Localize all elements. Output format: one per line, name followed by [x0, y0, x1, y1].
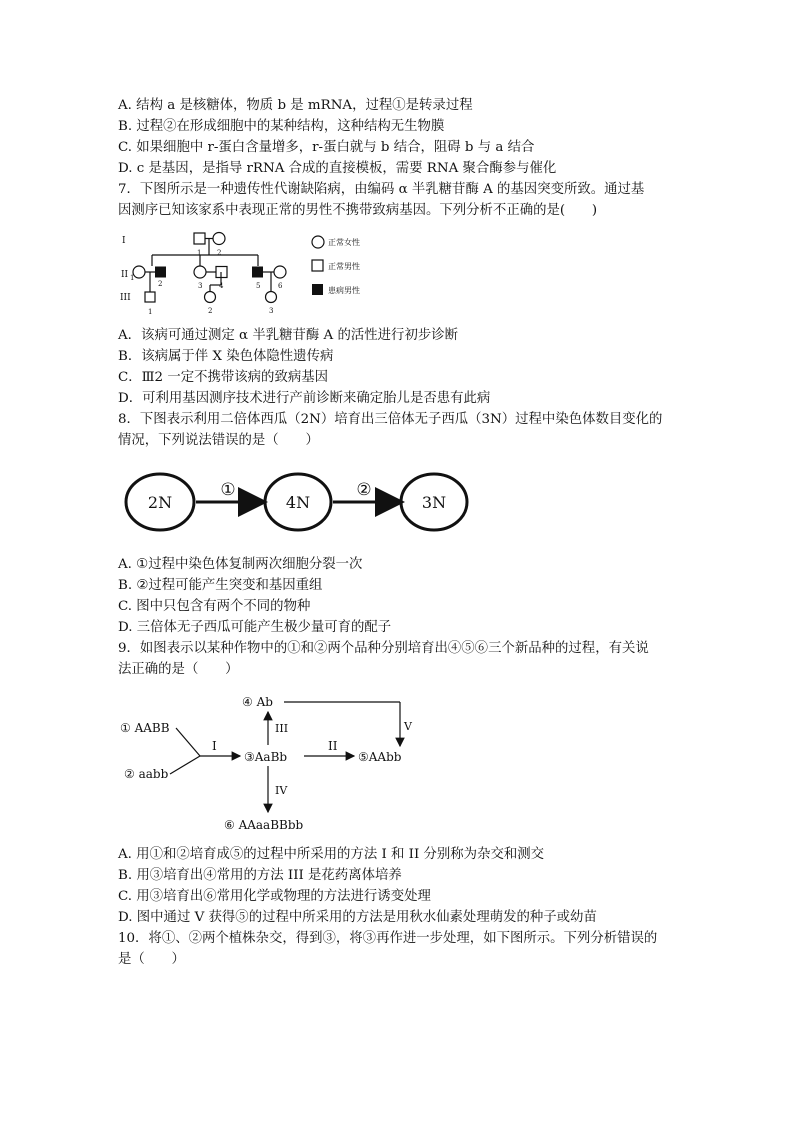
q7-option-b: B．该病属于伴 X 染色体隐性遗传病	[118, 349, 334, 364]
node-2-aabb: ② aabb	[124, 767, 169, 781]
step-2-label: ②	[356, 480, 372, 500]
pedigree-chart	[118, 228, 378, 320]
node-4-ab: ④ Ab	[242, 695, 273, 709]
gen1-female-2-circle	[213, 233, 225, 245]
gen3-male-1-square	[145, 292, 155, 302]
gen2-number-4: 4	[219, 282, 224, 290]
step-ii-label: II	[328, 739, 338, 753]
q9-stem-line-2: 法正确的是（ ）	[118, 662, 239, 677]
node-4n-label: 4N	[285, 493, 311, 512]
q8-option-a: A. ①过程中染色体复制两次细胞分裂一次	[118, 557, 363, 572]
gen3-female-2-circle	[205, 292, 216, 303]
node-5-aabb: ⑤AAbb	[358, 750, 402, 764]
node-6-aaaabbbb: ⑥ AAaaBBbb	[224, 818, 304, 832]
q6-option-b: B. 过程②在形成细胞中的某种结构，这种结构无生物膜	[118, 119, 445, 134]
gen2-female-6-circle	[274, 266, 286, 278]
gen2-affected-male-5-square	[252, 267, 263, 278]
q8-stem-line-1: 8．下图表示利用二倍体西瓜（2N）培育出三倍体无子西瓜（3N）过程中染色体数目变化的	[118, 412, 663, 427]
gen2-female-1-circle	[133, 266, 145, 278]
breeding-diagram	[118, 690, 428, 834]
step-1-label: ①	[220, 480, 236, 500]
chromosome-flow-diagram	[118, 466, 478, 538]
q10-stem-line-1: 10．将①、②两个植株杂交，得到③，将③再作进一步处理，如下图所示。下列分析错误的	[118, 931, 658, 946]
gen3-female-3-circle	[266, 292, 277, 303]
q7-stem-line-2: 因测序已知该家系中表现正常的男性不携带致病基因。下列分析不正确的是( )	[118, 203, 598, 218]
q9-stem-line-1: 9．如图表示以某种作物中的①和②两个品种分别培育出④⑤⑥三个新品种的过程，有关说	[118, 641, 649, 656]
legend-affected-male-square	[312, 284, 323, 295]
legend-normal-female: 正常女性	[328, 238, 360, 247]
gen3-number-1: 1	[148, 308, 153, 316]
gen1-number-2: 2	[217, 249, 222, 257]
q8-option-c: C. 图中只包含有两个不同的物种	[118, 599, 311, 614]
gen2-affected-male-2-square	[155, 267, 166, 278]
q9-option-d: D. 图中通过 V 获得⑤的过程中所采用的方法是用秋水仙素处理萌发的种子或幼苗	[118, 910, 597, 925]
q7-option-d: D．可利用基因测序技术进行产前诊断来确定胎儿是否患有此病	[118, 391, 491, 406]
generation-label-1: I	[122, 236, 126, 246]
generation-label-3: III	[120, 293, 131, 303]
q6-option-d: D. c 是基因，是指导 rRNA 合成的直接模板，需要 RNA 聚合酶参与催化	[118, 161, 557, 176]
generation-label-2: II	[121, 270, 129, 280]
q9-option-b: B. 用③培育出④常用的方法 III 是花药离体培养	[118, 868, 402, 883]
q9-option-c: C. 用③培育出⑥常用化学或物理的方法进行诱变处理	[118, 889, 431, 904]
q8-stem-line-2: 情况，下列说法错误的是（ ）	[118, 433, 319, 448]
gen3-number-3: 3	[269, 307, 274, 315]
gen2-female-3-circle	[194, 266, 206, 278]
q8-option-d: D. 三倍体无子西瓜可能产生极少量可育的配子	[118, 620, 392, 635]
node-1-aabb: ① AABB	[120, 721, 170, 735]
q7-stem-line-1: 7．下图所示是一种遗传性代谢缺陷病，由编码 α 半乳糖苷酶 A 的基因突变所致。通过基	[118, 182, 645, 197]
gen3-number-2: 2	[208, 307, 213, 315]
q7-option-a: A．该病可通过测定 α 半乳糖苷酶 A 的活性进行初步诊断	[118, 328, 459, 343]
gen2-number-3: 3	[198, 282, 203, 290]
step-i-label: I	[212, 739, 217, 753]
legend-normal-male: 正常男性	[328, 262, 360, 271]
gen2-number-5: 5	[256, 282, 261, 290]
step-iii-label: III	[275, 722, 289, 735]
legend-normal-female-circle	[312, 236, 324, 248]
gen2-number-1: 1	[130, 274, 135, 282]
gen1-male-1-square	[194, 233, 205, 244]
q6-option-a: A. 结构 a 是核糖体，物质 b 是 mRNA，过程①是转录过程	[118, 98, 473, 113]
legend-affected-male: 患病男性	[328, 286, 360, 295]
q9-option-a: A. 用①和②培育成⑤的过程中所采用的方法 I 和 II 分别称为杂交和测交	[118, 847, 545, 862]
q6-option-c: C. 如果细胞中 r-蛋白含量增多，r-蛋白就与 b 结合，阻碍 b 与 a 结合	[118, 140, 535, 155]
legend-normal-male-square	[312, 260, 323, 271]
gen1-number-1: 1	[197, 249, 202, 257]
q10-stem-line-2: 是（ ）	[118, 952, 185, 967]
node-2n-label: 2N	[147, 493, 173, 512]
step-iv-label: IV	[275, 784, 288, 797]
gen2-number-2: 2	[158, 280, 163, 288]
q8-option-b: B. ②过程可能产生突变和基因重组	[118, 578, 323, 593]
node-3n-label: 3N	[421, 493, 447, 512]
step-v-label: V	[404, 720, 412, 733]
gen2-number-6: 6	[278, 282, 283, 290]
node-3-aabb: ③AaBb	[244, 750, 288, 764]
q7-option-c: C．Ⅲ2 一定不携带该病的致病基因	[118, 370, 329, 385]
